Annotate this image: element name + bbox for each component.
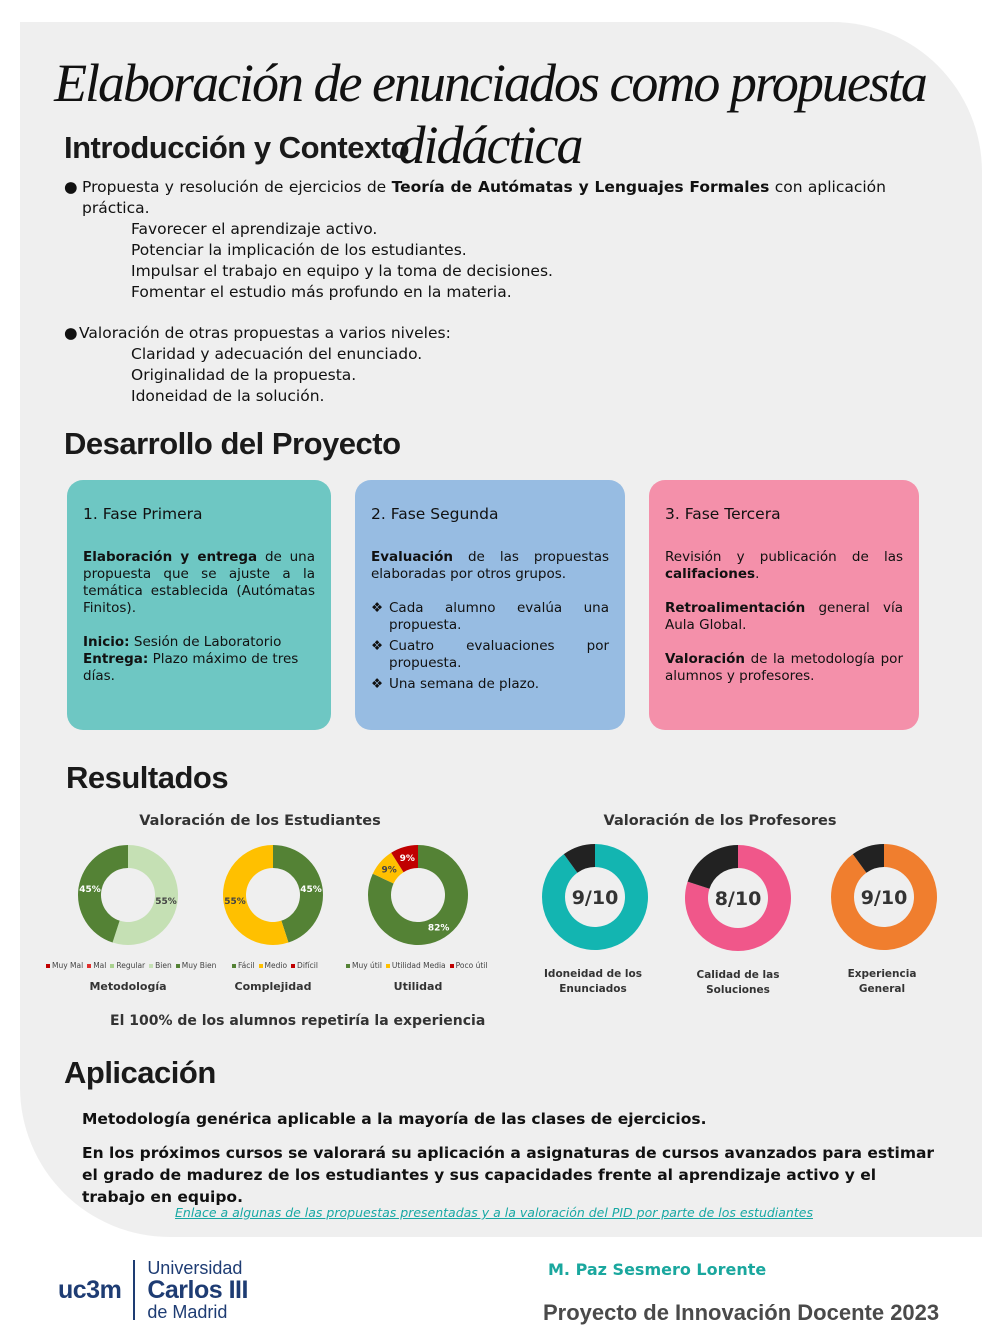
bullet-dot: ● [64, 324, 78, 342]
legend-item [46, 961, 83, 970]
intro-sub-item: Impulsar el trabajo en equipo y la toma de decisiones. [131, 262, 553, 280]
legend-label: Medio [264, 961, 288, 970]
legend-swatch [291, 964, 295, 968]
legend-item [176, 961, 217, 970]
card-title: 1. Fase Primera [83, 505, 203, 523]
donut-slice [688, 845, 738, 889]
legend-label: Bien [155, 961, 172, 970]
legend-item [346, 961, 382, 970]
aplicacion-p1: Metodología genérica aplicable a la mayoría de las clases de ejercicios. [82, 1110, 707, 1128]
legend-swatch [232, 964, 236, 968]
legend-label: Muy útil [352, 961, 382, 970]
list-item: ❖ Cada alumno evalúa una propuesta. [371, 600, 609, 633]
slice-label: 45% [79, 884, 101, 895]
legend-label: Difícil [297, 961, 318, 970]
legend-swatch [346, 964, 350, 968]
card-title: 2. Fase Segunda [371, 505, 499, 523]
students-note: El 100% de los alumnos repetiría la experiencia [110, 1013, 486, 1029]
score-label: 9/10 [571, 887, 619, 909]
legend-utilidad [346, 961, 487, 970]
fase-tercera-card: 3. Fase Tercera Revisión y publicación de las califaciones. Retroalimentación general vía Aula Global. Valoración de la metodología por alumnos y profesores. [649, 480, 919, 730]
legend-swatch [176, 964, 180, 968]
chart-label-complejidad: Complejidad [234, 980, 312, 993]
slice-label: 45% [300, 884, 322, 895]
chart-label-experiencia: Experiencia General [847, 968, 917, 995]
slice-label: 55% [224, 897, 246, 908]
legend-label: Poco útil [455, 961, 488, 970]
slice-label: 9% [399, 854, 415, 865]
legend-swatch [87, 964, 91, 968]
legend-item [149, 961, 172, 970]
legend-swatch [110, 964, 114, 968]
page-title: Elaboración de enunciados como propuesta didáctica [54, 53, 926, 175]
list-item: ❖ Una semana de plazo. [371, 676, 540, 692]
aplicacion-p2: En los próximos cursos se valorará su aplicación a asignaturas de cursos avanzados para estimar el grado de madurez de los estudiantes y sus capacidades frente al aprendizaje activo y el trabajo en equipo. [82, 1144, 935, 1206]
logo-divider [133, 1260, 135, 1320]
legend-swatch [259, 964, 263, 968]
legend-label: Regular [116, 961, 146, 970]
score-label: 8/10 [714, 888, 762, 910]
legend-item [450, 961, 488, 970]
legend-item [87, 961, 106, 970]
bullet-dot: ● [64, 178, 78, 196]
legend-swatch [149, 964, 153, 968]
legend-complejidad [232, 961, 318, 970]
teachers-chart-title: Valoración de los Profesores [603, 813, 837, 829]
slice-label: 55% [155, 897, 177, 908]
legend-label: Muy Bien [181, 961, 217, 970]
intro-sub-item: Idoneidad de la solución. [131, 387, 325, 405]
intro-heading: Introducción y Contexto [64, 130, 409, 165]
chart-label-calidad: Calidad de las Soluciones [696, 969, 780, 996]
project-title: Proyecto de Innovación Docente 2023 [543, 1300, 940, 1325]
card-title: 3. Fase Tercera [665, 505, 781, 523]
score-label: 9/10 [860, 887, 908, 909]
fase-segunda-card: 2. Fase Segunda Evaluación de las propuestas elaboradas por otros grupos. ❖ Cada alumno evalúa una propuesta. ❖ Cuatro evaluaciones por propuesta. ❖ Una semana de plazo. [355, 480, 625, 730]
diamond-bullet-icon: ❖ [371, 600, 384, 616]
intro-section [64, 177, 886, 407]
legend-label: Utilidad Media [391, 961, 446, 970]
intro-sub-item: Fomentar el estudio más profundo en la materia. [131, 283, 512, 301]
legend-item [110, 961, 145, 970]
uc3m-logo [58, 1257, 248, 1323]
legend-label: Muy Mal [52, 961, 84, 970]
fase-segunda-list [371, 600, 609, 693]
chart-label-metodologia: Metodología [89, 980, 167, 993]
legend-item [259, 961, 288, 970]
intro-sub-item: Potenciar la implicación de los estudiantes. [131, 241, 467, 259]
proposals-link[interactable]: Enlace a algunas de las propuestas presentadas y a la valoración del PID por parte de los estudiantes [175, 1205, 813, 1220]
logo-short: uc3m [58, 1275, 122, 1304]
intro-sub-item: Favorecer el aprendizaje activo. [131, 220, 378, 238]
legend-item [291, 961, 318, 970]
legend-label: Fácil [238, 961, 255, 970]
fase-primera-card: 1. Fase Primera Elaboración y entrega de una propuesta que se ajuste a la temática establecida (Autómatas Finitos). Inicio: Sesión de Laboratorio Entrega: Plazo máximo de tres días. [67, 480, 331, 730]
legend-swatch [450, 964, 454, 968]
diamond-bullet-icon: ❖ [371, 638, 384, 654]
list-item: ❖ Cuatro evaluaciones por propuesta. [371, 638, 609, 671]
legend-metodologia [46, 961, 216, 970]
slice-label: 9% [381, 865, 397, 876]
logo-university-name: Universidad Carlos III de Madrid [147, 1258, 248, 1322]
results-charts [0, 830, 1000, 960]
intro-sub-item: Originalidad de la propuesta. [131, 366, 357, 384]
legend-label: Mal [93, 961, 107, 970]
diamond-bullet-icon: ❖ [371, 676, 384, 692]
legend-item [386, 961, 446, 970]
aplicacion-heading: Aplicación [64, 1055, 216, 1090]
legend-item [232, 961, 255, 970]
chart-label-idoneidad: Idoneidad de los Enunciados [544, 968, 642, 995]
students-chart-title: Valoración de los Estudiantes [139, 813, 381, 829]
desarrollo-heading: Desarrollo del Proyecto [64, 426, 401, 461]
intro-bullet-1: ● Propuesta y resolución de ejercicios de Teoría de Autómatas y Lenguajes Formales con aplicación práctica. [64, 178, 886, 217]
author-name: M. Paz Sesmero Lorente [548, 1260, 767, 1279]
chart-label-utilidad: Utilidad [393, 980, 443, 993]
intro-bullet-2: ● Valoración de otras propuestas a varios niveles: [64, 324, 451, 342]
intro-sub-item: Claridad y adecuación del enunciado. [131, 345, 423, 363]
legend-swatch [46, 964, 50, 968]
slice-label: 82% [427, 923, 450, 934]
legend-swatch [386, 964, 390, 968]
resultados-heading: Resultados [66, 760, 229, 795]
